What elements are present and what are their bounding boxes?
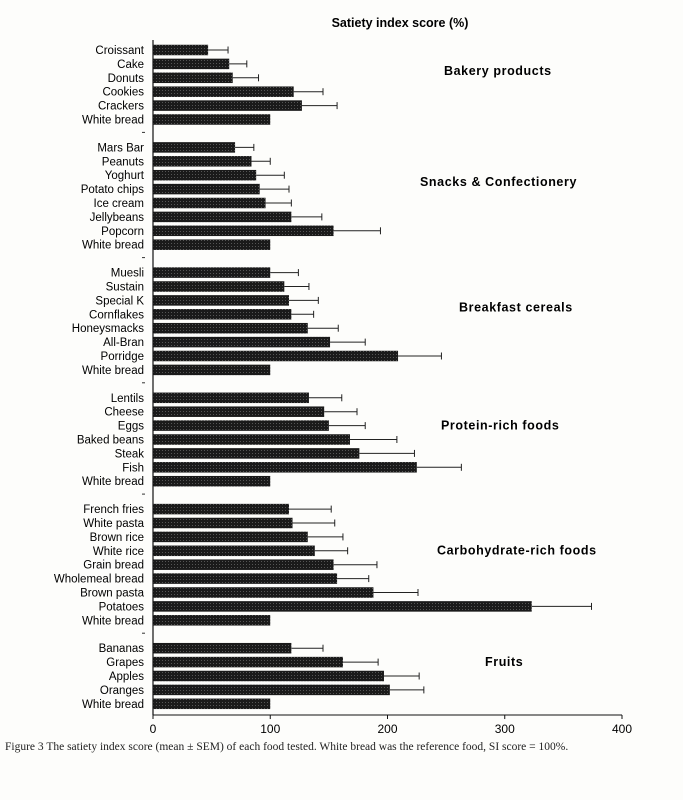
figure-caption: Figure 3 The satiety index score (mean ± SEM) of each food tested. White bread was the reference food, SI score = 100%. xyxy=(5,741,569,753)
category-label: Muesli xyxy=(110,267,144,280)
bar xyxy=(153,434,350,445)
category-label: Popcorn xyxy=(101,225,144,238)
category-label: Peanuts xyxy=(101,156,144,169)
bar xyxy=(153,184,260,195)
bar xyxy=(153,559,334,570)
bar xyxy=(153,532,308,543)
bar xyxy=(153,309,291,320)
bar xyxy=(153,281,284,292)
category-label: White bread xyxy=(81,476,144,489)
category-label: Fish xyxy=(122,462,144,475)
category-label: White pasta xyxy=(83,518,144,530)
bar xyxy=(153,295,289,306)
bar xyxy=(153,323,308,334)
bar xyxy=(153,59,229,70)
group-label: Snacks & Confectionery xyxy=(420,175,577,190)
bar xyxy=(153,685,390,696)
category-label: Cookies xyxy=(102,86,144,99)
group-label: Carbohydrate-rich foods xyxy=(437,543,597,558)
category-label: Lentils xyxy=(110,392,144,405)
category-label: All-Bran xyxy=(103,337,144,350)
bar xyxy=(153,671,384,682)
bar xyxy=(153,337,330,348)
bar xyxy=(153,226,334,237)
category-label: White bread xyxy=(81,698,144,711)
category-label: Cake xyxy=(117,58,144,71)
category-label: Potatoes xyxy=(98,601,144,614)
category-label: White bread xyxy=(81,364,144,377)
category-label: Grain bread xyxy=(83,559,144,572)
bar xyxy=(153,573,337,584)
category-label: White bread xyxy=(81,239,144,252)
category-label: Special K xyxy=(95,295,144,308)
bar xyxy=(153,239,270,250)
category-label: Mars Bar xyxy=(97,142,144,155)
category-label: Baked beans xyxy=(76,434,144,447)
bar xyxy=(153,198,266,209)
category-label: White bread xyxy=(81,615,144,628)
category-label: Croissant xyxy=(95,45,144,57)
x-tick-label: 100 xyxy=(260,722,281,737)
bar xyxy=(153,351,398,362)
category-label: Donuts xyxy=(107,72,144,85)
category-label: Honeysmacks xyxy=(71,323,144,336)
chart-title: Satiety index score (%) xyxy=(331,16,469,30)
bar xyxy=(153,601,532,612)
category-label: Crackers xyxy=(97,100,144,113)
category-label: Apples xyxy=(108,671,144,683)
bar xyxy=(153,587,373,598)
category-label: Oranges xyxy=(99,684,144,697)
category-label: Cornflakes xyxy=(89,309,144,322)
group-label: Bakery products xyxy=(444,63,552,78)
group-label: Fruits xyxy=(485,655,524,669)
bar xyxy=(153,504,289,514)
bar xyxy=(153,420,329,431)
group-label: Breakfast cereals xyxy=(459,300,573,315)
bar xyxy=(153,643,291,654)
bar xyxy=(153,393,309,404)
bar xyxy=(153,365,270,376)
category-label: Bananas xyxy=(98,643,144,656)
x-tick-label: 400 xyxy=(611,722,633,737)
bar xyxy=(153,73,233,84)
category-label: Grapes xyxy=(106,657,144,670)
category-label: Eggs xyxy=(117,420,144,433)
bar xyxy=(153,156,251,167)
category-label: Wholemeal bread xyxy=(53,573,144,586)
category-label: Jellybeans xyxy=(89,211,144,224)
bar xyxy=(153,100,302,111)
group-label: Protein-rich foods xyxy=(441,418,560,433)
category-label: White rice xyxy=(92,545,144,558)
x-tick-label: 300 xyxy=(494,722,515,737)
bar xyxy=(153,267,270,278)
category-label: Brown pasta xyxy=(80,587,144,600)
category-label: Porridge xyxy=(100,351,144,363)
x-tick-label: 0 xyxy=(149,722,157,737)
category-label: Yoghurt xyxy=(104,170,144,183)
bar xyxy=(153,546,315,557)
bar xyxy=(153,448,359,459)
bar xyxy=(153,170,256,181)
category-label: Ice cream xyxy=(93,198,144,210)
category-label: Cheese xyxy=(104,406,144,419)
bar xyxy=(153,518,293,529)
bar xyxy=(153,86,294,97)
category-label: Steak xyxy=(114,448,144,461)
x-tick-label: 200 xyxy=(377,722,398,737)
bar xyxy=(153,45,208,56)
bar xyxy=(153,462,417,473)
bar xyxy=(153,212,291,223)
bar xyxy=(153,142,235,153)
bar xyxy=(153,615,270,626)
category-label: Brown rice xyxy=(89,531,144,544)
bar xyxy=(153,406,324,417)
category-label: White bread xyxy=(81,114,144,127)
bar xyxy=(153,657,343,668)
bar xyxy=(153,476,270,487)
bar xyxy=(153,114,270,125)
category-label: Potato chips xyxy=(80,184,144,197)
category-label: Sustain xyxy=(105,281,144,294)
bar xyxy=(153,699,270,710)
category-label: French fries xyxy=(83,504,144,517)
